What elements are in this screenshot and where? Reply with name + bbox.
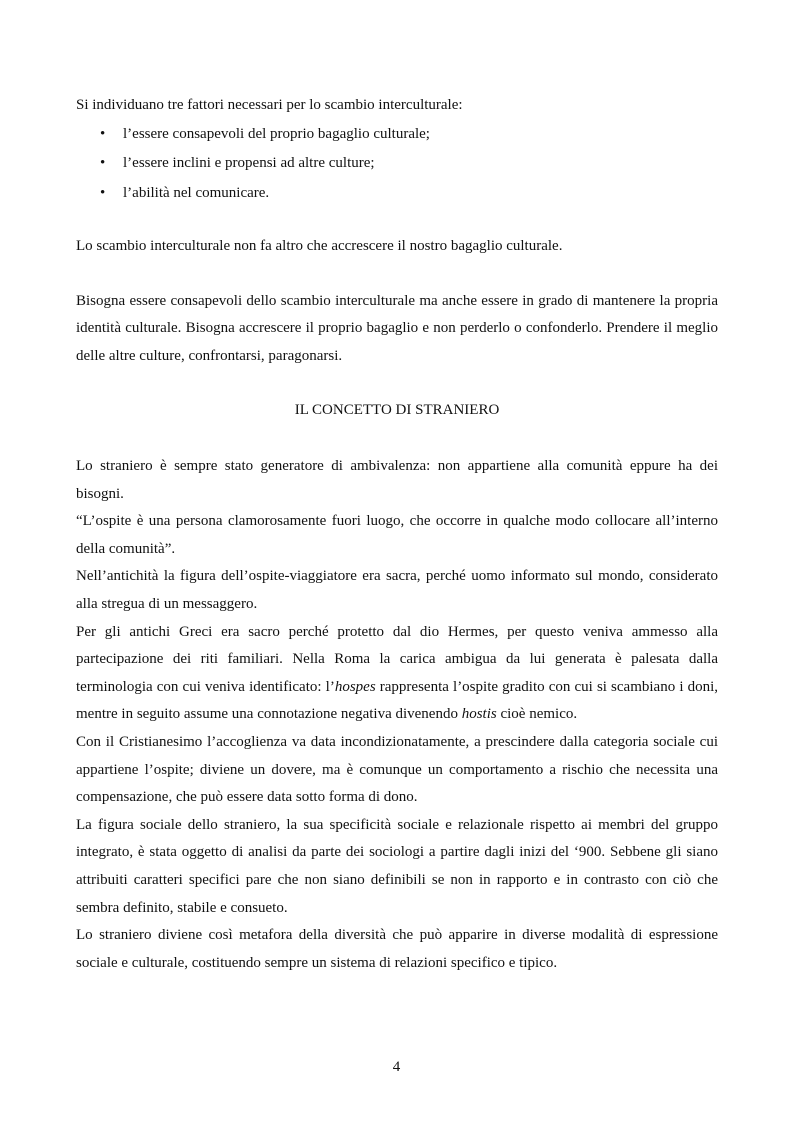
- list-item: [76, 120, 718, 150]
- bullet-icon: •: [100, 125, 106, 142]
- document-page: [76, 92, 718, 977]
- bullet-icon: •: [100, 184, 106, 201]
- paragraph: Lo straniero è sempre stato generatore di ambivalenza: non appartiene alla comunità eppure ha dei bisogni.: [76, 458, 718, 502]
- intro-text: Si individuano tre fattori necessari per lo scambio interculturale:: [76, 97, 463, 113]
- bullet-icon: •: [100, 155, 106, 172]
- term-hospes: hospes: [334, 678, 376, 695]
- list-item: [76, 179, 718, 209]
- quote-paragraph: “L’ospite è una persona clamorosamente fuori luogo, che occorre in qualche modo collocare all’interno della comunità”.: [76, 513, 718, 557]
- paragraph: Bisogna essere consapevoli dello scambio interculturale ma anche essere in grado di mantenere la propria identità culturale. Bisogna accrescere il proprio bagaglio e non perderlo o confonderlo. Prendere il meglio delle altre culture, confrontarsi, paragonarsi.: [76, 292, 718, 364]
- paragraph: La figura sociale dello straniero, la sua specificità sociale e relazionale rispetto ai membri del gruppo integrato, è stata oggetto di analisi da parte dei sociologi a partire dagli inizi del ‘900. Sebbene gli siano attribuiti caratteri specifici pare che non siano definibili se non in rapporto e in contrasto con ciò che sembra definito, stabile e consueto.: [76, 816, 718, 916]
- paragraph: Lo scambio interculturale non fa altro che accrescere il nostro bagaglio culturale.: [76, 238, 563, 255]
- factor-list: [76, 120, 718, 209]
- list-item-text: l’abilità nel comunicare.: [123, 184, 270, 201]
- paragraph: Nell’antichità la figura dell’ospite-viaggiatore era sacra, perché uomo informato sul mondo, considerato alla stregua di un messaggero.: [76, 568, 718, 613]
- section-heading: IL CONCETTO DI STRANIERO: [294, 402, 500, 419]
- list-item-text: l’essere consapevoli del proprio bagaglio culturale;: [123, 125, 430, 142]
- list-item: [76, 149, 718, 179]
- paragraph: Lo straniero diviene così metafora della diversità che può apparire in diverse modalità di espressione sociale e culturale, costituendo sempre un sistema di relazioni specifico e tipico.: [76, 927, 718, 971]
- paragraph: Con il Cristianesimo l’accoglienza va data incondizionatamente, a prescindere dalla categoria sociale cui appartiene l’ospite; diviene un dovere, ma è comunque un comportamento a rischio che necessita una compensazione, che può essere data sotto forma di dono.: [76, 734, 718, 806]
- spacer: [76, 208, 718, 233]
- spacer: [76, 261, 718, 288]
- paragraph-text: Per gli antichi Greci era sacro perché protetto dal dio Hermes, per questo veniva ammesso alla partecipazione dei riti familiari. Nella Roma la carica ambigua da lui generata è palesata dalla terminologia con cui veniva identificato: l’: [76, 623, 718, 695]
- spacer: [76, 370, 718, 397]
- term-hostis: hostis: [461, 706, 497, 723]
- page-number: 4: [392, 1059, 401, 1075]
- paragraph-text: rappresenta l’ospite gradito con cui si scambiano i doni, mentre in seguito assume una connotazione negativa divenendo: [76, 678, 719, 723]
- paragraph-text: cioè nemico.: [496, 706, 578, 723]
- list-item-text: l’essere inclini e propensi ad altre culture;: [123, 155, 375, 172]
- paragraph: [76, 619, 718, 729]
- spacer: [76, 425, 718, 453]
